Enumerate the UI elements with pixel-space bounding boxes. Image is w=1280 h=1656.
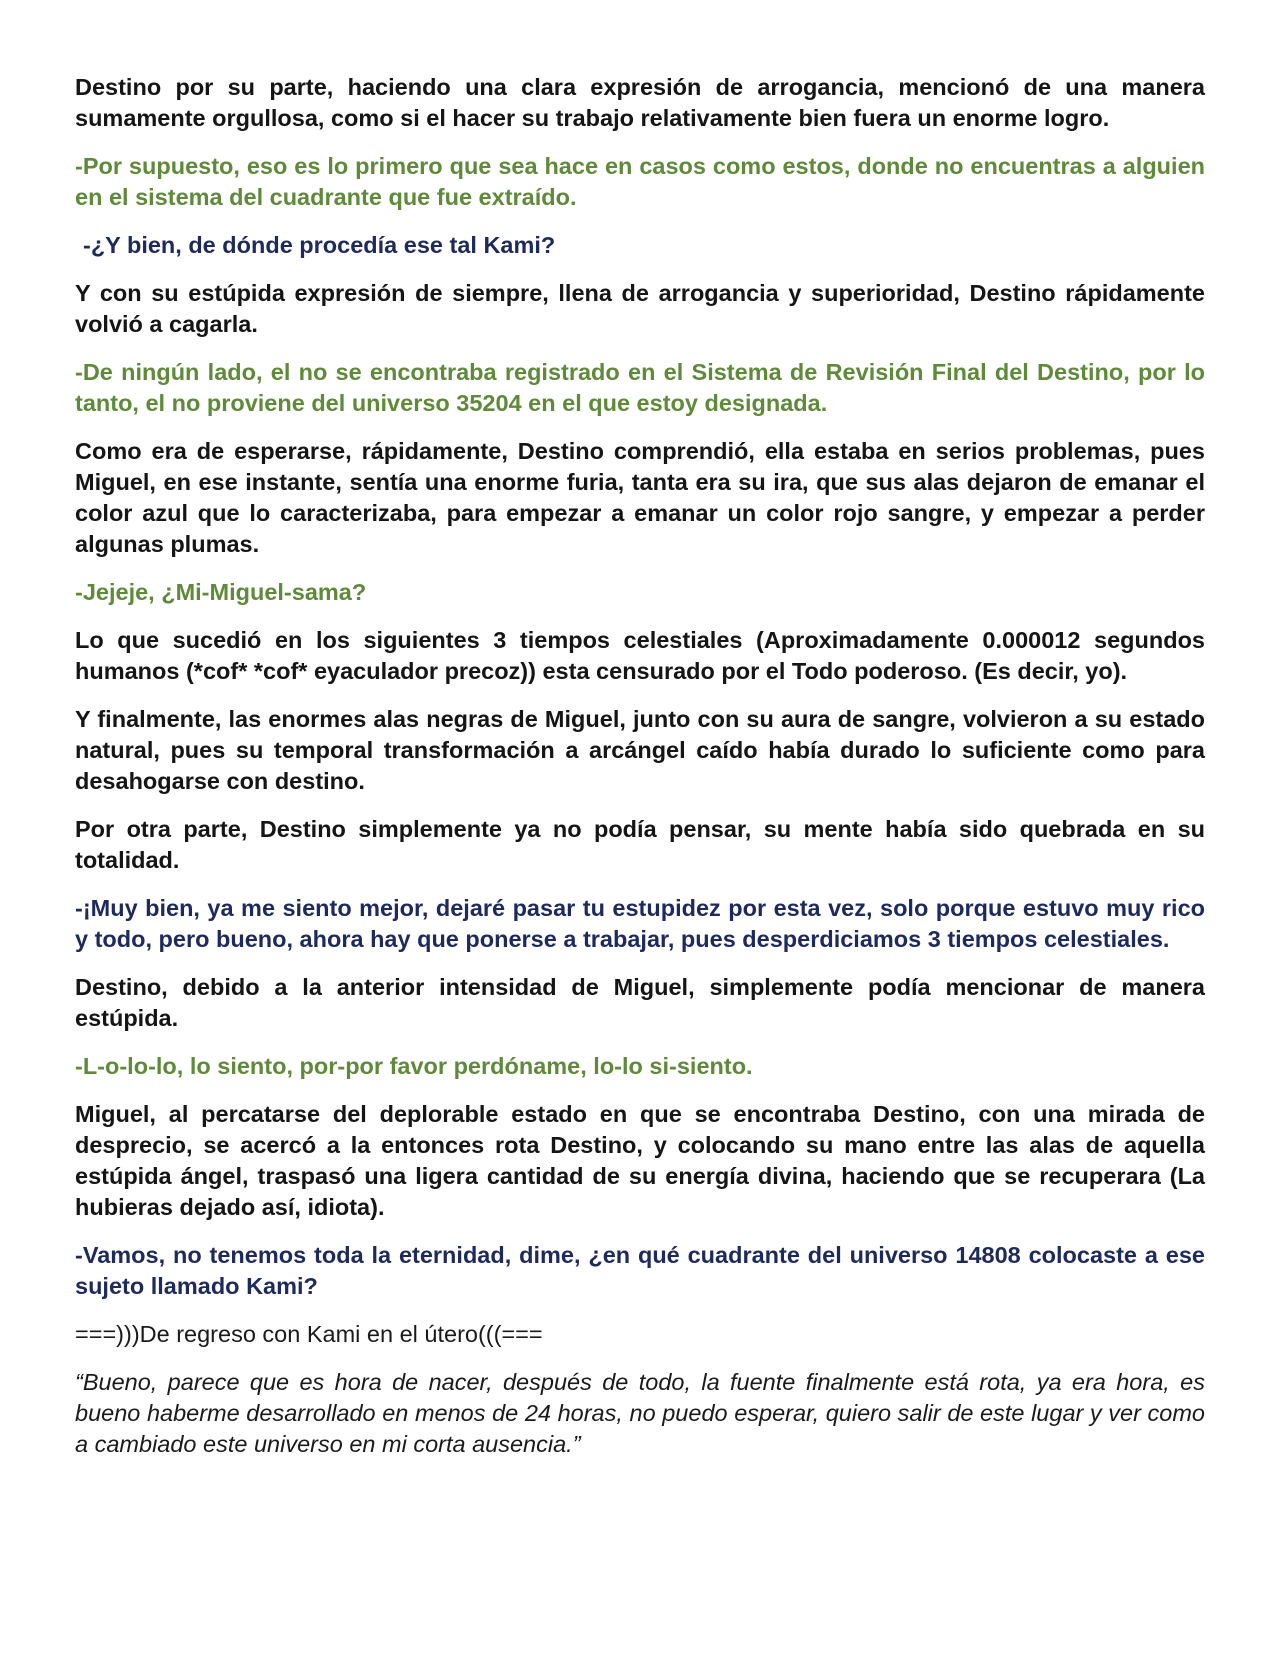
destino-dialogue: -Jejeje, ¿Mi-Miguel-sama? [75,579,367,605]
narration-paragraph: Por otra parte, Destino simplemente ya no podía pensar, su mente había sido quebrada en su totalidad. [75,816,1205,873]
narration-paragraph: Y con su estúpida expresión de siempre, llena de arrogancia y superioridad, Destino rápidamente volvió a cagarla. [75,280,1205,337]
destino-dialogue: -L-o-lo-lo, lo siento, por-por favor perdóname, lo-lo si-siento. [75,1053,753,1079]
narration-paragraph: Destino por su parte, haciendo una clara expresión de arrogancia, mencionó de una manera sumamente orgullosa, como si el hacer su trabajo relativamente bien fuera un enorme logro. [75,74,1205,131]
narration-paragraph: Lo que sucedió en los siguientes 3 tiempos celestiales (Aproximadamente 0.000012 segundos humanos (*cof* *cof* eyaculador precoz)) esta censurado por el Todo poderoso. (Es decir, yo). [75,627,1205,684]
destino-dialogue: -De ningún lado, el no se encontraba registrado en el Sistema de Revisión Final del Destino, por lo tanto, el no proviene del universo 35204 en el que estoy designada. [75,359,1205,416]
narration-paragraph: Miguel, al percatarse del deplorable estado en que se encontraba Destino, con una mirada de desprecio, se acercó a la entonces rota Destino, y colocando su mano entre las alas de aquella estúpida ángel, traspasó una ligera cantidad de su energía divina, haciendo que se recuperara (La hubieras dejado así, idiota). [75,1101,1205,1220]
document-page [75,72,1205,1477]
destino-dialogue: -Por supuesto, eso es lo primero que sea hace en casos como estos, donde no encuentras a alguien en el sistema del cuadrante que fue extraído. [75,153,1205,210]
narration-paragraph: Y finalmente, las enormes alas negras de Miguel, junto con su aura de sangre, volvieron a su estado natural, pues su temporal transformación a arcángel caído había durado lo suficiente como para desahogarse con destino. [75,706,1205,794]
miguel-dialogue: -¿Y bien, de dónde procedía ese tal Kami? [83,232,556,258]
narration-paragraph: Destino, debido a la anterior intensidad de Miguel, simplemente podía mencionar de manera estúpida. [75,974,1205,1031]
scene-break-heading: ===)))De regreso con Kami en el útero(((=== [75,1321,543,1347]
miguel-dialogue: -Vamos, no tenemos toda la eternidad, dime, ¿en qué cuadrante del universo 14808 colocaste a ese sujeto llamado Kami? [75,1242,1205,1299]
miguel-dialogue: -¡Muy bien, ya me siento mejor, dejaré pasar tu estupidez por esta vez, solo porque estuvo muy rico y todo, pero bueno, ahora hay que ponerse a trabajar, pues desperdiciamos 3 tiempos celestiales. [75,895,1205,952]
narration-paragraph: Como era de esperarse, rápidamente, Destino comprendió, ella estaba en serios problemas, pues Miguel, en ese instante, sentía una enorme furia, tanta era su ira, que sus alas dejaron de emanar el color azul que lo caracterizaba, para empezar a emanar un color rojo sangre, y empezar a perder algunas plumas. [75,438,1205,557]
kami-thought-paragraph: “Bueno, parece que es hora de nacer, después de todo, la fuente finalmente está rota, ya era hora, es bueno haberme desarrollado en menos de 24 horas, no puedo esperar, quiero salir de este lugar y ver como a cambiado este universo en mi corta ausencia.” [75,1369,1205,1457]
